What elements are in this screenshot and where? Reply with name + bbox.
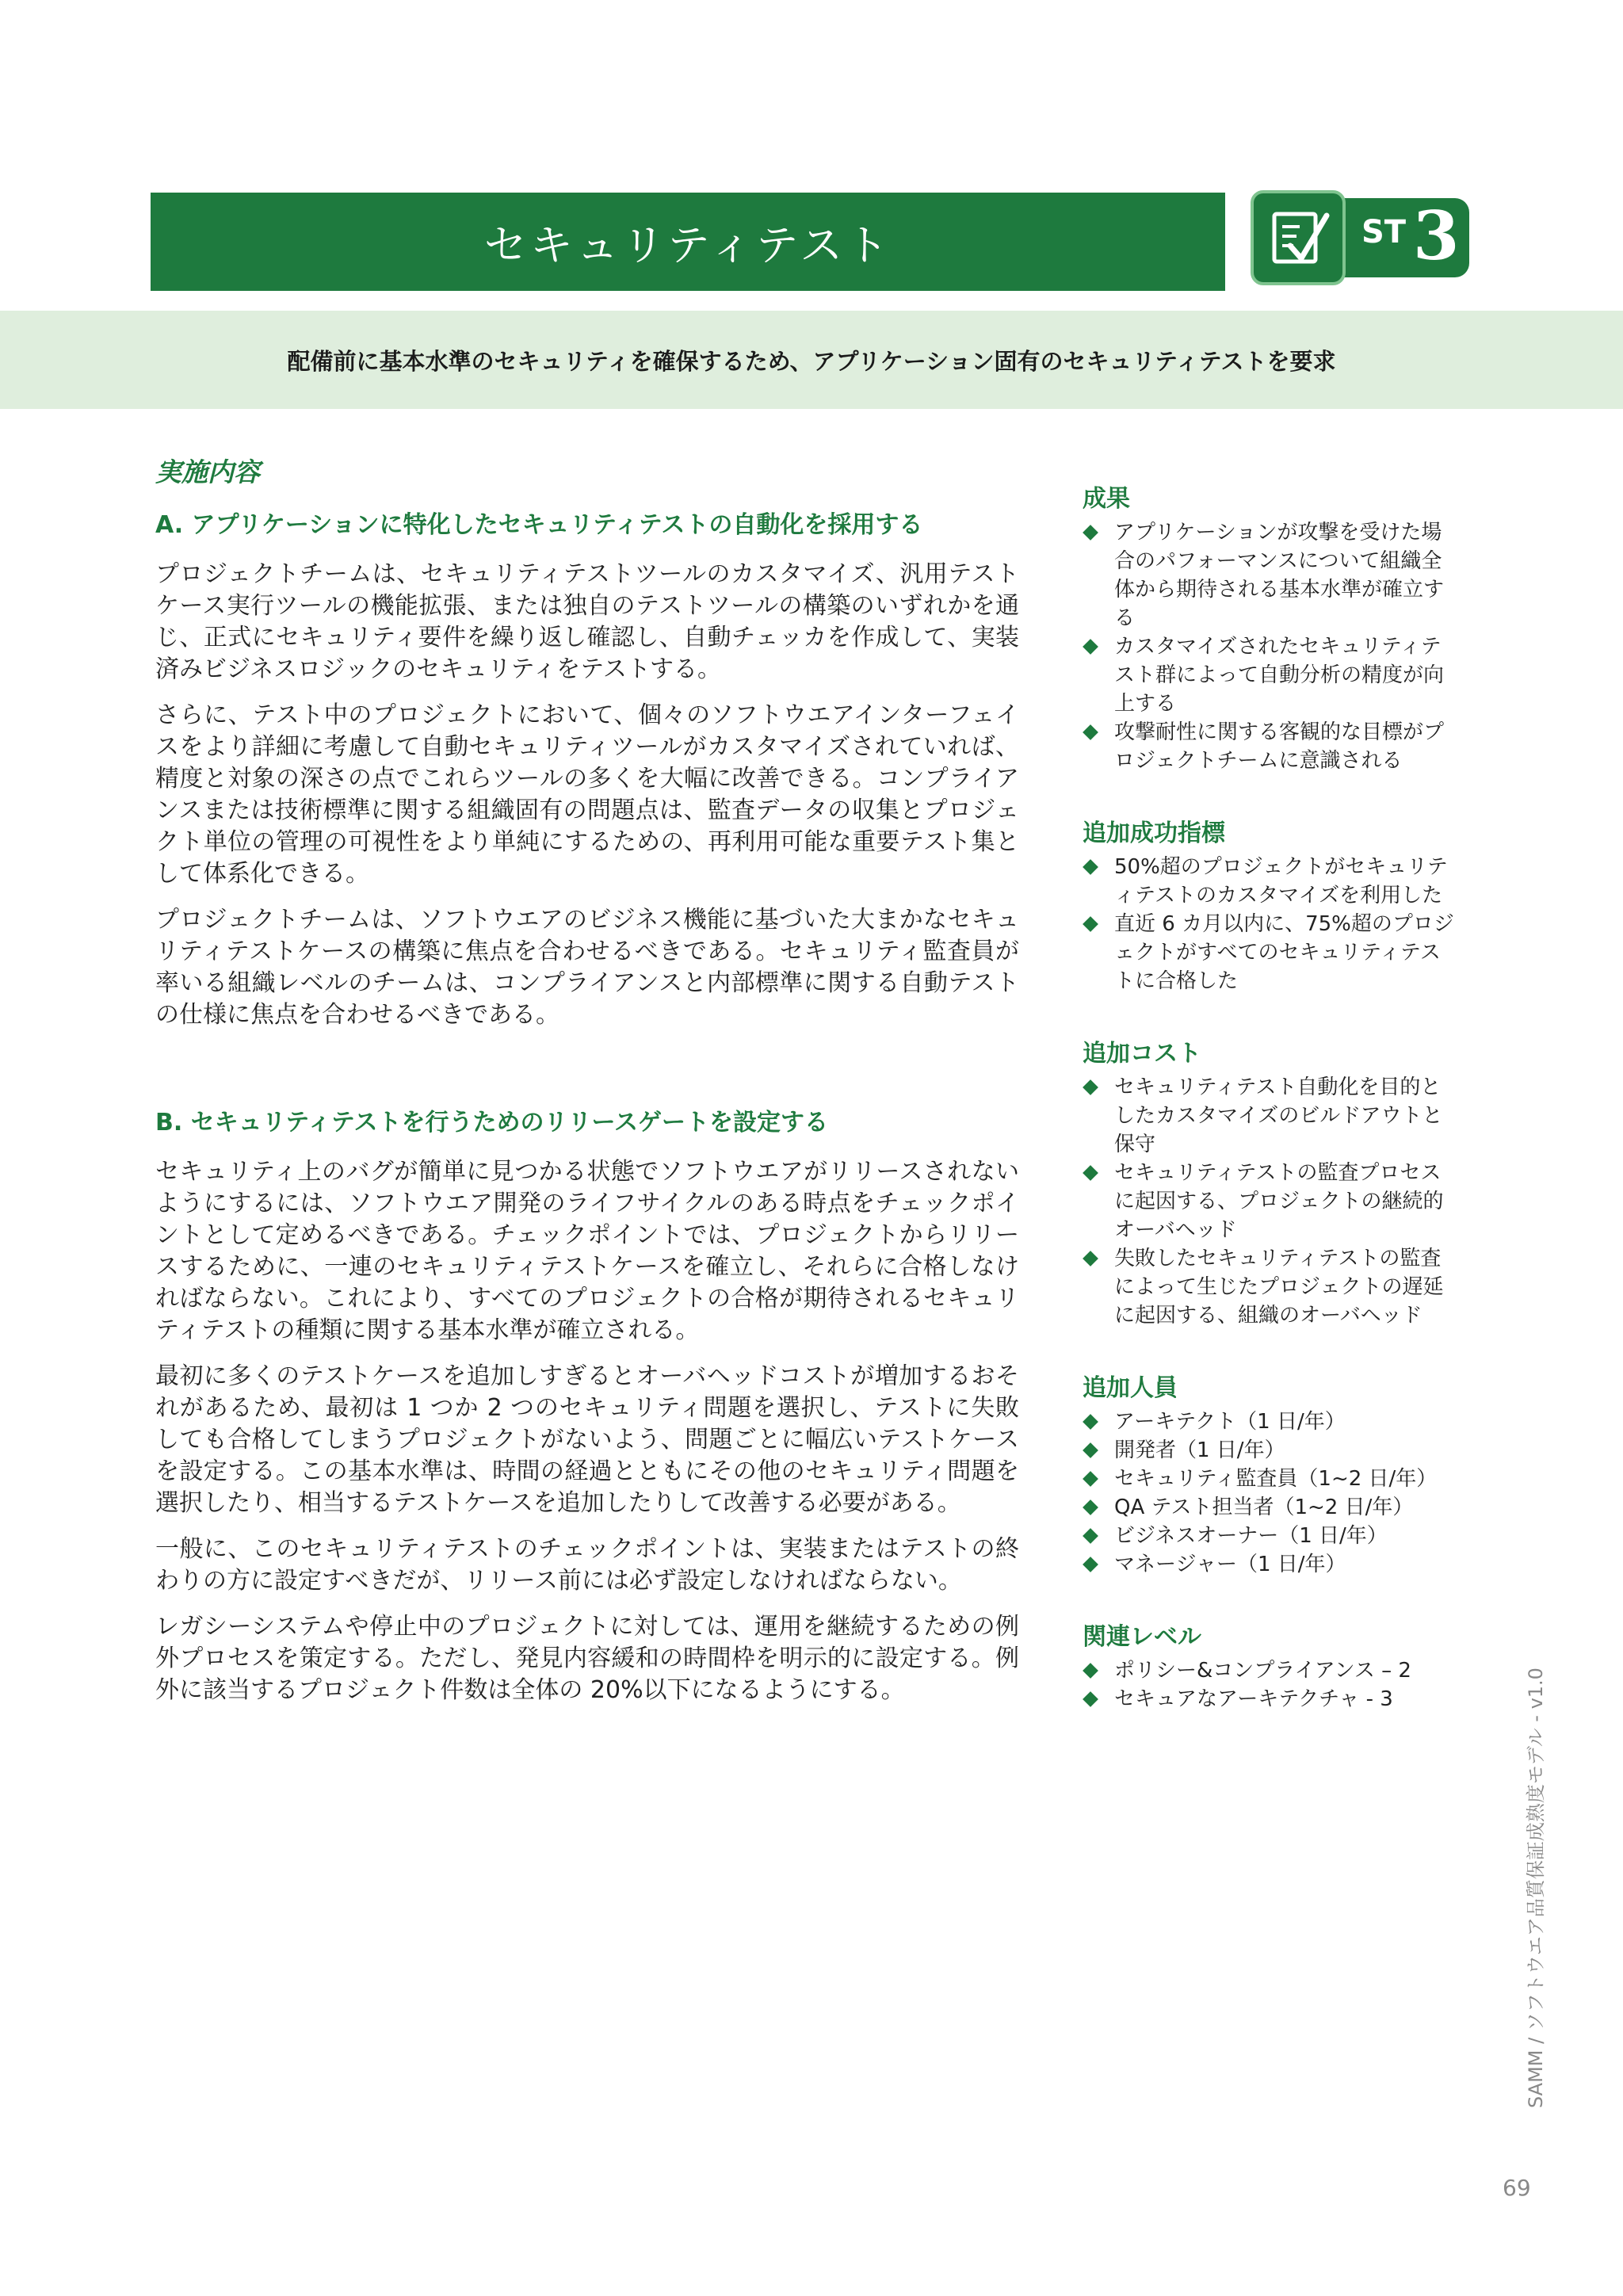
costs-heading: 追加コスト [1083,1040,1201,1068]
personnel-block [1083,1368,1455,1579]
results-heading: 成果 [1083,485,1130,513]
activity-a-paragraph: プロジェクトチームは、ソフトウエアのビジネス機能に基づいた大まかなセキュリティテストケースの構築に焦点を合わせるべきである。セキュリティ監査員が率いる組織レベルのチームは、コンプライアンスと内部標準に関する自動テストの仕様に焦点を合わせるべきである。 [155,906,1019,1029]
list-item: 50%超のプロジェクトがセキュリティテストのカスタマイズを利用した [1083,853,1455,910]
page-number: 69 [1503,2175,1531,2201]
list-item: ポリシー&コンプライアンス – 2 [1083,1656,1455,1685]
list-item: セキュアなアーキテクチャ - 3 [1083,1685,1455,1713]
diamond-bullet-icon [1083,1165,1098,1181]
diamond-bullet-icon [1083,525,1098,541]
success-metrics-heading: 追加成功指標 [1083,819,1225,847]
personnel-heading: 追加人員 [1083,1374,1178,1402]
list-item: セキュリティテスト自動化を目的としたカスタマイズのビルドアウトと保守 [1083,1073,1455,1159]
activity-b-paragraph: レガシーシステムや停止中のプロジェクトに対しては、運用を継続するための例外プロセスを策定する。ただし、発見内容緩和の時間枠を明示的に設定する。例外に該当するプロジェクト件数は全体の 20%以下になるようにする。 [155,1613,1019,1704]
related-levels-block [1083,1617,1455,1713]
badge-level: 3 [1413,197,1460,275]
list-item: 失敗したセキュリティテストの監査によって生じたプロジェクトの遅延に起因する、組織のオーバヘッド [1083,1244,1455,1330]
sidebar [1083,479,1455,1752]
diamond-bullet-icon [1083,1528,1098,1544]
list-item: カスタマイズされたセキュリティテスト群によって自動分析の精度が向上する [1083,632,1455,718]
list-item: アーキテクト（1 日/年） [1083,1408,1455,1436]
page-title: セキュリティテスト [483,220,892,270]
diamond-bullet-icon [1083,1557,1098,1572]
activities-column [155,452,1019,1721]
activity-a-paragraph: プロジェクトチームは、セキュリティテストツールのカスタマイズ、汎用テストケース実行ツールの機能拡張、または独自のテストツールの構築のいずれかを通じ、正式にセキュリティ要件を繰り返し確認し、自動チェッカを作成して、実装済みビジネスロジックのセキュリティをテストする。 [155,560,1019,683]
list-item: アプリケーションが攻撃を受けた場合のパフォーマンスについて組織全体から期待される基本水準が確立する [1083,518,1455,632]
costs-block [1083,1033,1455,1330]
activity-b-title: B. セキュリティテストを行うためのリリースゲートを設定する [155,1109,829,1137]
activity-b-paragraph: 一般に、このセキュリティテストのチェックポイントは、実装またはテストの終わりの方に設定すべきだが、リリース前には必ず設定しなければならない。 [155,1535,1019,1595]
diamond-bullet-icon [1083,1442,1098,1458]
diamond-bullet-icon [1083,724,1098,740]
activity-a-paragraph: さらに、テスト中のプロジェクトにおいて、個々のソフトウエアインターフェイスをより詳細に考慮して自動セキュリティツールがカスタマイズされていれば、精度と対象の深さの点でこれらツールの多くを大幅に改善できる。コンプライアンスまたは技術標準に関する組織固有の問題点は、監査データの収集とプロジェクト単位の管理の可視性をより単純にするための、再利用可能な重要テスト集として体系化できる。 [155,701,1019,888]
results-block [1083,479,1455,775]
badge-prefix: ST [1361,214,1407,250]
list-item: マネージャー（1 日/年） [1083,1550,1455,1579]
level-badge [1251,190,1469,285]
diamond-bullet-icon [1083,1499,1098,1515]
page-title-bar [151,193,1225,291]
activity-b-paragraph: セキュリティ上のバグが簡単に見つかる状態でソフトウエアがリリースされないようにするには、ソフトウエア開発のライフサイクルのある時点をチェックポイントとして定めるべきである。チェックポイントでは、プロジェクトからリリースするために、一連のセキュリティテストケースを確立し、それらに合格しなければならない。これにより、すべてのプロジェクトの合格が期待されるセキュリティテストの種類に関する基本水準が確立される。 [155,1158,1019,1344]
diamond-bullet-icon [1083,1691,1098,1707]
document-footer: SAMM / ソフトウエア品質保証成熟度モデル - v1.0 [1525,1668,1547,2108]
diamond-bullet-icon [1083,916,1098,932]
list-item: 開発者（1 日/年） [1083,1436,1455,1465]
activity-b [155,1102,1019,1706]
related-levels-heading: 関連レベル [1083,1623,1201,1651]
activity-b-paragraph: 最初に多くのテストケースを追加しすぎるとオーバヘッドコストが増加するおそれがあるため、最初は 1 つか 2 つのセキュリティ問題を選択し、テストに失敗しても合格してしまうプロジェクトがないよう、問題ごとに幅広いテストケースを設定する。この基本水準は、時間の経過とともにその他のセキュリティ問題を選択したり、相当するテストケースを追加したりして改善する必要がある。 [155,1362,1019,1517]
list-item: QA テスト担当者（1~2 日/年） [1083,1493,1455,1522]
activities-heading: 実施内容 [155,457,260,487]
list-item: 直近 6 カ月以内に、75%超のプロジェクトがすべてのセキュリティテストに合格した [1083,910,1455,995]
activity-a-title: A. アプリケーションに特化したセキュリティテストの自動化を採用する [155,511,923,539]
diamond-bullet-icon [1083,639,1098,655]
diamond-bullet-icon [1083,859,1098,875]
objective-text: 配備前に基本水準のセキュリティを確保するため、アプリケーション固有のセキュリティテストを要求 [287,347,1336,375]
list-item: セキュリティ監査員（1~2 日/年） [1083,1465,1455,1493]
success-metrics-block [1083,813,1455,995]
activity-a [155,505,1019,1031]
diamond-bullet-icon [1083,1079,1098,1095]
list-item: セキュリティテストの監査プロセスに起因する、プロジェクトの継続的オーバヘッド [1083,1159,1455,1244]
list-item: ビジネスオーナー（1 日/年） [1083,1522,1455,1550]
list-item: 攻撃耐性に関する客観的な目標がプロジェクトチームに意識される [1083,718,1455,775]
diamond-bullet-icon [1083,1471,1098,1487]
diamond-bullet-icon [1083,1663,1098,1679]
checklist-icon [1251,190,1346,285]
objective-band [0,311,1623,409]
diamond-bullet-icon [1083,1414,1098,1430]
diamond-bullet-icon [1083,1251,1098,1266]
